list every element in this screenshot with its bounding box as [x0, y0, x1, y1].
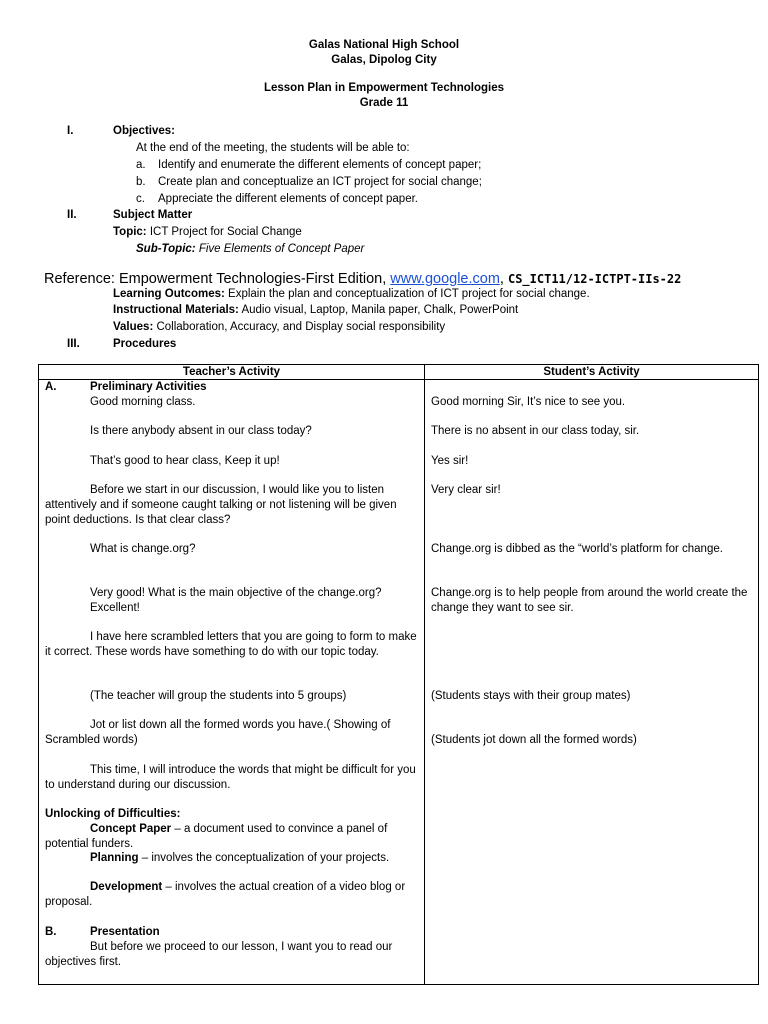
lesson-plan-title: Lesson Plan in Empowerment Technologies: [263, 82, 505, 94]
learning-outcomes-value: Explain the plan and conceptualization of ICT project for social change.: [224, 288, 590, 300]
teacher-line-read-objectives: But before we proceed to our lesson, I want you to read our objectives first.: [45, 941, 393, 968]
definition-development: [45, 880, 418, 910]
topic-value: ICT Project for Social Change: [146, 226, 302, 238]
school-location: Galas, Dipolog City: [331, 54, 437, 66]
values-value: Collaboration, Accuracy, and Display social responsibility: [153, 321, 446, 333]
student-line-clear: Very clear sir!: [431, 484, 501, 496]
objective-a-text: Identify and enumerate the different elements of concept paper;: [158, 159, 482, 171]
def-development: – involves the actual creation of a video blog or proposal.: [45, 881, 406, 908]
definition-planning: [45, 851, 418, 866]
teacher-line-what-is: What is change.org?: [90, 543, 196, 555]
reference-colon: :: [110, 271, 119, 287]
student-activity-header: Student’s Activity: [425, 365, 759, 380]
student-line-absent: There is no absent in our class today, sir.: [431, 425, 640, 437]
instructional-materials-label: Instructional Materials:: [113, 304, 239, 316]
section-a-marker: A.: [45, 381, 57, 393]
objective-b-marker: b.: [136, 176, 146, 188]
school-name: Galas National High School: [308, 39, 460, 51]
teacher-activity-header: Teacher’s Activity: [39, 365, 425, 380]
teacher-line-grouping: (The teacher will group the students into 5 groups): [90, 690, 347, 702]
teacher-activity-cell: [39, 380, 425, 985]
term-concept-paper: Concept Paper: [90, 823, 172, 835]
section-b-marker: B.: [45, 926, 57, 938]
values-label: Values:: [113, 321, 154, 333]
objective-c-text: Appreciate the different elements of concept paper.: [158, 193, 418, 205]
subject-matter-number: II.: [67, 209, 77, 221]
reference-label: Reference: [44, 271, 111, 287]
teacher-line-jot: Jot or list down all the formed words you have.( Showing of Scrambled words): [45, 719, 391, 746]
student-line-objective: Change.org is to help people from around the world create the change they want to see sir.: [431, 587, 748, 614]
reference-line: [44, 270, 681, 288]
instructional-materials-value: Audio visual, Laptop, Manila paper, Chalk, PowerPoint: [238, 304, 519, 316]
objectives-heading: Objectives:: [113, 125, 175, 137]
procedures-number: III.: [67, 338, 80, 350]
subject-matter-heading: Subject Matter: [113, 209, 193, 221]
reference-text: Empowerment Technologies-First Edition,: [118, 271, 391, 287]
teacher-line-introduce: This time, I will introduce the words that might be difficult for you to understand during our discussion.: [45, 764, 416, 791]
subtopic-value: Five Elements of Concept Paper: [195, 243, 365, 255]
values: [113, 320, 445, 335]
definition-concept-paper: [45, 822, 418, 852]
objective-a-marker: a.: [136, 159, 146, 171]
teacher-line-keep-up: That’s good to hear class, Keep it up!: [90, 455, 280, 467]
term-development: Development: [90, 881, 163, 893]
teacher-line-excellent: Excellent!: [90, 602, 140, 614]
student-line-yes: Yes sir!: [431, 455, 469, 467]
reference-link[interactable]: www.google.com: [390, 271, 500, 287]
procedures-heading: Procedures: [113, 338, 177, 350]
teacher-line-greeting: Good morning class.: [90, 396, 196, 408]
student-activity-cell: [425, 380, 759, 985]
student-line-grouping: (Students stays with their group mates): [431, 690, 631, 702]
topic-line: [113, 225, 302, 240]
def-planning: – involves the conceptualization of your projects.: [138, 852, 390, 864]
subtopic-line: [136, 242, 364, 257]
objective-b-text: Create plan and conceptualize an ICT project for social change;: [158, 176, 482, 188]
instructional-materials: [113, 303, 518, 318]
learning-outcomes: [113, 287, 590, 302]
teacher-line-absent: Is there anybody absent in our class today?: [90, 425, 312, 437]
term-planning: Planning: [90, 852, 139, 864]
section-b-title: Presentation: [90, 926, 160, 938]
grade-level: Grade 11: [359, 97, 409, 109]
teacher-line-scrambled: I have here scrambled letters that you are going to form to make it correct. These words have something to do with our topic today.: [45, 631, 417, 658]
objectives-intro: At the end of the meeting, the students will be able to:: [136, 142, 410, 154]
teacher-line-objective: Very good! What is the main objective of the change.org?: [90, 587, 382, 599]
teacher-line-rules: Before we start in our discussion, I would like you to listen attentively and if someone caught talking or not listening will be given point deductions. Is that clear class?: [45, 484, 397, 526]
unlocking-title: Unlocking of Difficulties:: [45, 808, 181, 820]
def-concept-paper: – a document used to convince a panel of potential funders.: [45, 823, 388, 850]
objective-c-marker: c.: [136, 193, 145, 205]
reference-code: CS_ICT11/12-ICTPT-IIs-22: [507, 272, 682, 286]
learning-outcomes-label: Learning Outcomes:: [113, 288, 225, 300]
objectives-number: I.: [67, 125, 74, 137]
student-line-change-org: Change.org is dibbed as the “world’s platform for change.: [431, 543, 723, 555]
student-line-jot: (Students jot down all the formed words): [431, 734, 637, 746]
topic-label: Topic:: [113, 226, 147, 238]
section-a-title: Preliminary Activities: [90, 381, 207, 393]
student-line-greeting: Good morning Sir, It’s nice to see you.: [431, 396, 626, 408]
reference-separator: ,: [499, 271, 508, 287]
activity-table: [38, 364, 759, 985]
subtopic-label: Sub-Topic:: [136, 243, 196, 255]
